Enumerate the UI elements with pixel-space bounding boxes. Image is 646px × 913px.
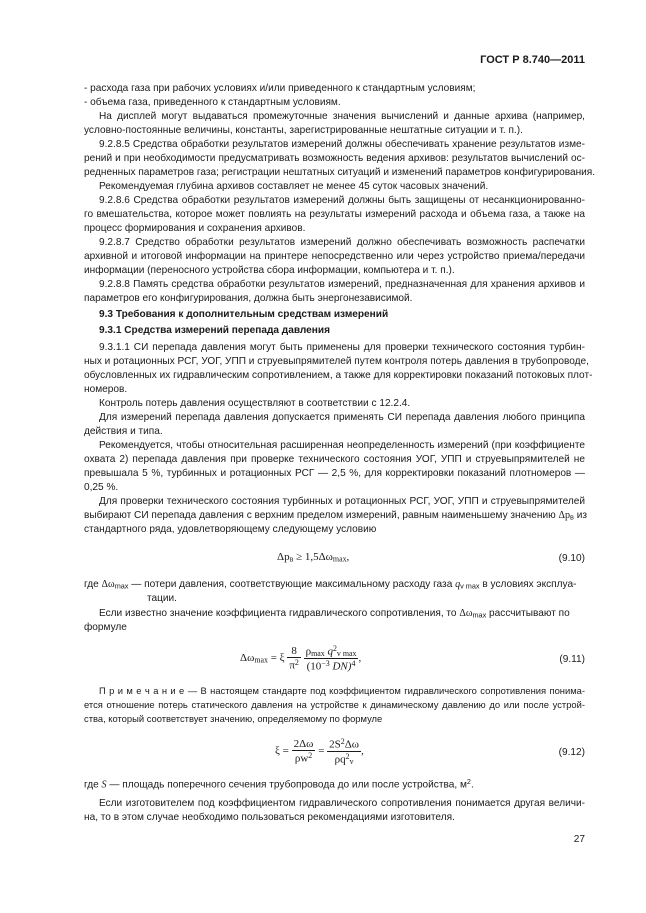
subscript: в bbox=[289, 554, 294, 564]
eq-term: q bbox=[324, 645, 333, 658]
eq-term: , bbox=[358, 651, 362, 664]
subscript: max bbox=[114, 581, 129, 591]
paragraph-line: 9.3.1.1 СИ перепада давления могут быть применены для проверки технического состояния турбин- bbox=[99, 342, 585, 353]
equation-body bbox=[240, 644, 361, 673]
denominator bbox=[292, 751, 316, 765]
eq-term: = ξ bbox=[267, 651, 285, 664]
superscript: 2 bbox=[308, 751, 313, 761]
text-run: из bbox=[573, 510, 587, 521]
paragraph-line: обусловленных их гидравлическим сопротивлением, а также для корректировки показаний потоковых плот- bbox=[84, 370, 593, 381]
denominator bbox=[304, 659, 359, 673]
paragraph-line: тации. bbox=[147, 593, 177, 604]
subscript: v bbox=[349, 756, 354, 766]
equation-9-12 bbox=[84, 734, 585, 774]
superscript: −3 bbox=[321, 659, 330, 669]
eq-term: Δp bbox=[277, 551, 290, 563]
numerator: 8 bbox=[287, 645, 301, 658]
paragraph-line: Если изготовителем под коэффициентом гидравлического сопротивления понимается другая величи- bbox=[99, 798, 585, 809]
numerator bbox=[304, 644, 359, 659]
subscript: max bbox=[311, 649, 325, 659]
superscript: 2 bbox=[345, 751, 350, 761]
paragraph-line: 9.2.8.6 Средства обработки результатов измерений должны быть защищены от несанкционированно- bbox=[99, 195, 585, 206]
fraction bbox=[304, 644, 362, 673]
fraction bbox=[292, 738, 316, 765]
symbol: q bbox=[455, 579, 461, 590]
note-line: ства, который соответствует значению, определяемому по формуле bbox=[84, 713, 383, 724]
subscript: max bbox=[254, 655, 268, 665]
superscript: 2 bbox=[340, 737, 345, 746]
equation-9-11 bbox=[84, 641, 585, 681]
paragraph-line bbox=[84, 509, 585, 523]
list-item: - расхода газа при рабочих условиях и/или приведенного к стандартным условиям; bbox=[84, 83, 476, 94]
subscript: v max bbox=[336, 649, 357, 659]
note-line bbox=[99, 684, 585, 698]
fraction bbox=[327, 737, 361, 766]
paragraph-line: На дисплей могут выдаваться промежуточные значения вычислений и данные архива (например, bbox=[99, 111, 585, 122]
list-item: - объема газа, приведенного к стандартным условиям. bbox=[84, 97, 341, 108]
page-number: 27 bbox=[573, 834, 585, 845]
text-run: где bbox=[84, 579, 102, 590]
eq-term: Δω bbox=[240, 651, 255, 664]
paragraph-line bbox=[84, 578, 585, 592]
denominator bbox=[327, 752, 361, 766]
fraction bbox=[287, 645, 301, 672]
paragraph-line: формуле bbox=[84, 622, 127, 633]
paragraph-line bbox=[84, 775, 585, 789]
paragraph-line: 9.2.8.7 Средство обработки результатов измерений должно обеспечивать возможность распечатки bbox=[99, 237, 585, 248]
paragraph-line: Для проверки технического состояния турбинных и ротационных РСГ, УОГ, УПП и струевыпрямителей bbox=[99, 496, 585, 507]
superscript: 2 bbox=[332, 644, 337, 653]
paragraph-line: на, то в этом случае необходимо пользоваться рекомендациями изготовителя. bbox=[84, 812, 455, 823]
eq-term: 2S bbox=[329, 738, 341, 751]
paragraph-line bbox=[99, 607, 585, 621]
eq-term: ≥ 1,5Δω bbox=[293, 551, 333, 563]
equation-number: (9.11) bbox=[559, 654, 585, 665]
paragraph-line: информации (переносного устройства сбора информации, компьютера и т. п.). bbox=[84, 265, 455, 276]
paragraph-line: процесс формирования и сохранения архивов. bbox=[84, 223, 306, 234]
text-run: — В настоящем стандарте под коэффициентом гидравлического сопротивления понима- bbox=[184, 685, 585, 696]
subsection-heading: 9.3.1 Средства измерений перепада давления bbox=[99, 325, 330, 336]
text-run: где bbox=[84, 779, 102, 791]
text-run: выбирают СИ перепада давления с верхним пределом измерений, равным наименьшему значению bbox=[84, 510, 559, 521]
eq-term: Δω bbox=[344, 738, 360, 751]
eq-term: ξ = bbox=[275, 744, 292, 757]
text-run: — площадь поперечного сечения трубопровода до или после устройства, м bbox=[106, 779, 467, 791]
paragraph-line: действия и типа. bbox=[84, 426, 163, 437]
section-heading: 9.3 Требования к дополнительным средствам измерений bbox=[99, 309, 389, 320]
eq-term: = bbox=[315, 744, 328, 757]
subscript: max bbox=[332, 554, 347, 564]
eq-term: π bbox=[289, 659, 295, 672]
text-run: рассчитывают по bbox=[486, 608, 570, 619]
eq-term: ρw bbox=[294, 752, 309, 765]
note-line: ется отношение потерь статического давления на устройстве к динамическому давлению до или после устрой- bbox=[84, 699, 585, 710]
paragraph-line: рений и при необходимости предусматривать возможность ведения архивов: результатов вычислений ос- bbox=[84, 153, 585, 164]
superscript: 2 bbox=[466, 777, 471, 786]
paragraph-line: 9.2.8.5 Средства обработки результатов измерений должны обеспечивать хранение результатов изме- bbox=[99, 139, 585, 150]
equation-body bbox=[275, 737, 364, 766]
paragraph-line: 0,25 %. bbox=[84, 482, 119, 493]
paragraph-line: превышала 5 %, турбинных и ротационных РСГ — 2,5 %, для корректировки показаний плотномеров — bbox=[84, 468, 585, 479]
equation-9-10 bbox=[84, 551, 585, 569]
subscript: в bbox=[570, 512, 574, 522]
paragraph-line: 9.2.8.8 Память средства обработки результатов измерений, предназначенная для хранения архивов и bbox=[99, 279, 585, 290]
paragraph-line: параметров его конфигурирования, должна быть энергонезависимой. bbox=[84, 293, 413, 304]
eq-term: DN) bbox=[329, 660, 352, 673]
denominator bbox=[287, 658, 301, 672]
eq-term: , bbox=[346, 551, 350, 563]
paragraph-line: условно-постоянные величины, константы, зарегистрированные нештатные ситуации и т. п.). bbox=[84, 125, 523, 136]
symbol: S bbox=[101, 779, 107, 791]
paragraph-line: редненных параметров газа; регистрации нештатных ситуаций и изменений параметров конфигурирования. bbox=[84, 167, 596, 178]
equation-number: (9.10) bbox=[558, 553, 585, 564]
equation-body bbox=[277, 551, 349, 564]
text-run: . bbox=[470, 779, 474, 791]
paragraph-line: стандартного ряда, удовлетворяющему следующему условию bbox=[84, 524, 377, 535]
eq-term: ρ bbox=[305, 645, 312, 658]
paragraph-line: Рекомендуемая глубина архивов составляет не менее 45 суток часовых значений. bbox=[99, 181, 489, 192]
eq-term: , bbox=[361, 744, 364, 757]
subscript: v max bbox=[460, 581, 480, 591]
eq-term: (10 bbox=[306, 660, 322, 673]
superscript: 4 bbox=[351, 659, 356, 669]
subscript: max bbox=[472, 610, 487, 620]
note-label: П р и м е ч а н и е bbox=[99, 685, 185, 696]
paragraph-line: Для измерений перепада давления допускается применять СИ перепада давления любого принципа bbox=[99, 412, 585, 423]
symbol: Δω bbox=[459, 608, 473, 619]
paragraph-line: архивной и итоговой информации на принтере непосредственно или через устройство приема/передачи bbox=[84, 251, 585, 262]
equation-number: (9.12) bbox=[558, 747, 585, 758]
symbol: Δω bbox=[101, 579, 115, 590]
paragraph-line: номеров. bbox=[84, 384, 128, 395]
text-run: в условиях эксплуа- bbox=[479, 579, 577, 590]
superscript: 2 bbox=[294, 658, 299, 668]
paragraph-line: ных и ротационных РСГ, УОГ, УПП и струевыпрямителей путем контроля потерь давления в трубопроводе, bbox=[84, 356, 589, 367]
paragraph-line: го вмешательства, которое может повлиять на результаты измерений расхода и объема газа, а также на bbox=[84, 209, 585, 220]
document-header: ГОСТ Р 8.740—2011 bbox=[480, 54, 585, 66]
paragraph-line: охвата 2) перепада давления при проверке технического состояния УОГ, УПП и струевыпрямителей не bbox=[84, 454, 585, 465]
numerator bbox=[327, 737, 361, 752]
eq-term: ρq bbox=[334, 753, 346, 766]
symbol-delta-p: Δp bbox=[558, 510, 571, 521]
text-run: — потери давления, соответствующие максимальному расходу газа bbox=[128, 579, 456, 590]
paragraph-line: Контроль потерь давления осуществляют в соответствии с 12.2.4. bbox=[99, 398, 411, 409]
numerator: 2Δω bbox=[293, 738, 314, 751]
paragraph-line: Рекомендуется, чтобы относительная расширенная неопределенность измерений (при коэффициенте bbox=[99, 440, 585, 451]
text-run: Если известно значение коэффициента гидравлического сопротивления, то bbox=[99, 608, 460, 619]
